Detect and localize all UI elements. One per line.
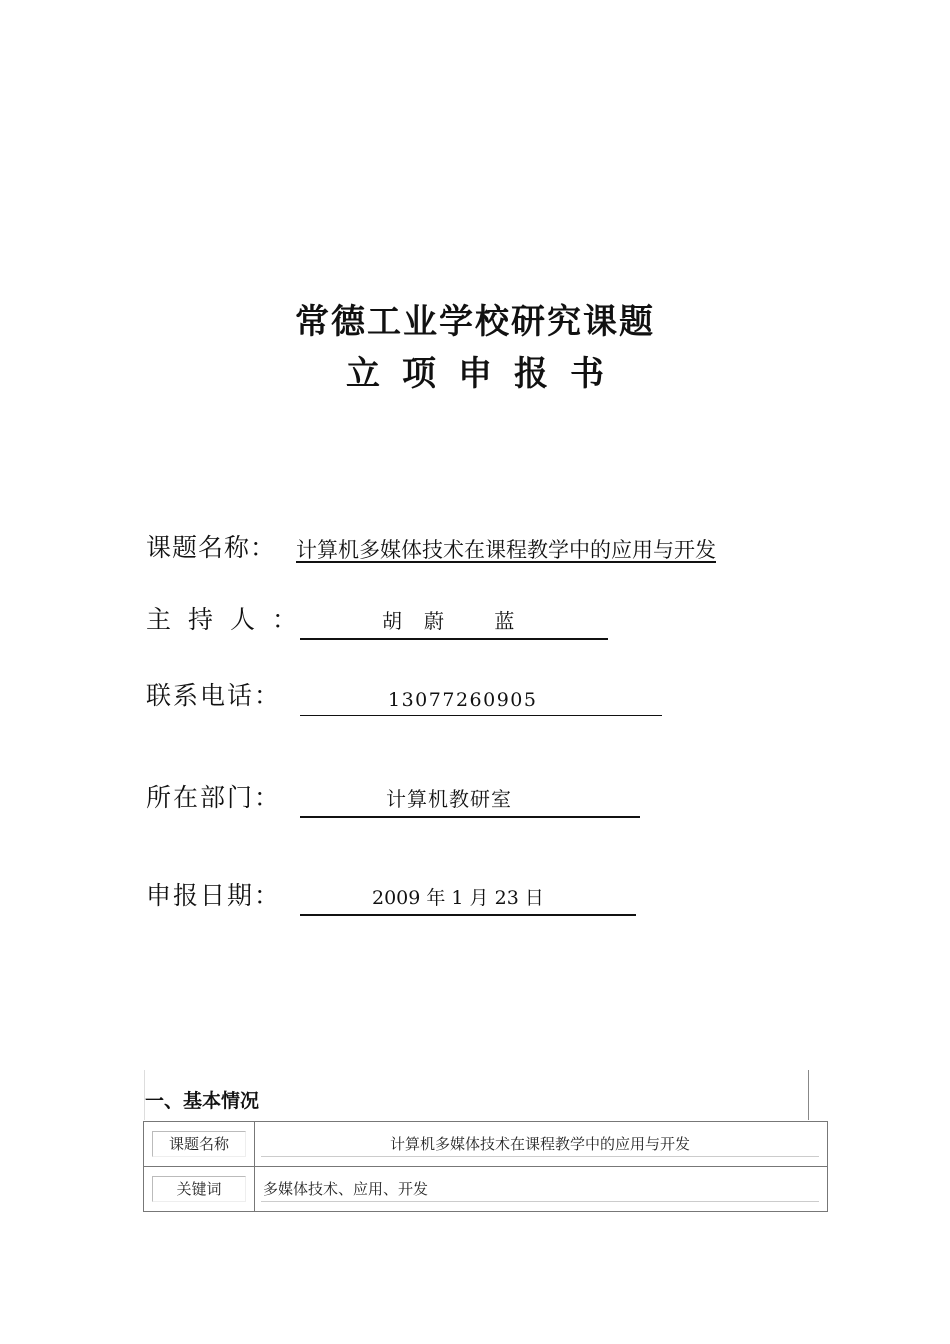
- department-underline: [300, 780, 640, 818]
- host-label: 主持人：: [146, 605, 315, 634]
- phone-underline: [300, 679, 662, 716]
- table-cell-value: [255, 1122, 828, 1167]
- department-value[interactable]: 计算机教研室: [386, 787, 512, 811]
- basic-info-section: [144, 1070, 809, 1120]
- basic-info-table: [143, 1121, 828, 1212]
- topic-value[interactable]: 计算机多媒体技术在课程教学中的应用与开发: [296, 538, 716, 562]
- table-cell-label: [144, 1167, 255, 1212]
- phone-value[interactable]: 13077260905: [388, 689, 538, 711]
- keywords-label: 关键词: [152, 1176, 246, 1202]
- document-title: 常德工业学校研究课题: [295, 302, 655, 342]
- topic-underline: [296, 532, 924, 568]
- host-value[interactable]: 胡蔚 蓝: [382, 609, 537, 633]
- document-subtitle: 立项申报书: [346, 354, 626, 394]
- topic-label: 课题名称：: [146, 533, 277, 562]
- department-label: 所在部门：: [146, 783, 282, 812]
- section-heading: 一、基本情况: [145, 1090, 260, 1112]
- date-value[interactable]: 2009 年 1 月 23 日: [372, 887, 544, 909]
- topic-name-value[interactable]: 计算机多媒体技术在课程教学中的应用与开发: [261, 1132, 819, 1157]
- table-cell-label: [144, 1122, 255, 1167]
- topic-name-label: 课题名称: [152, 1131, 246, 1157]
- table-cell-value: [255, 1167, 828, 1212]
- host-underline: [300, 602, 608, 640]
- table-row: [144, 1167, 828, 1212]
- table-row: [144, 1122, 828, 1167]
- phone-label: 联系电话：: [146, 681, 282, 710]
- keywords-value[interactable]: 多媒体技术、应用、开发: [261, 1177, 819, 1202]
- date-label: 申报日期：: [146, 881, 282, 910]
- date-underline: [300, 878, 636, 916]
